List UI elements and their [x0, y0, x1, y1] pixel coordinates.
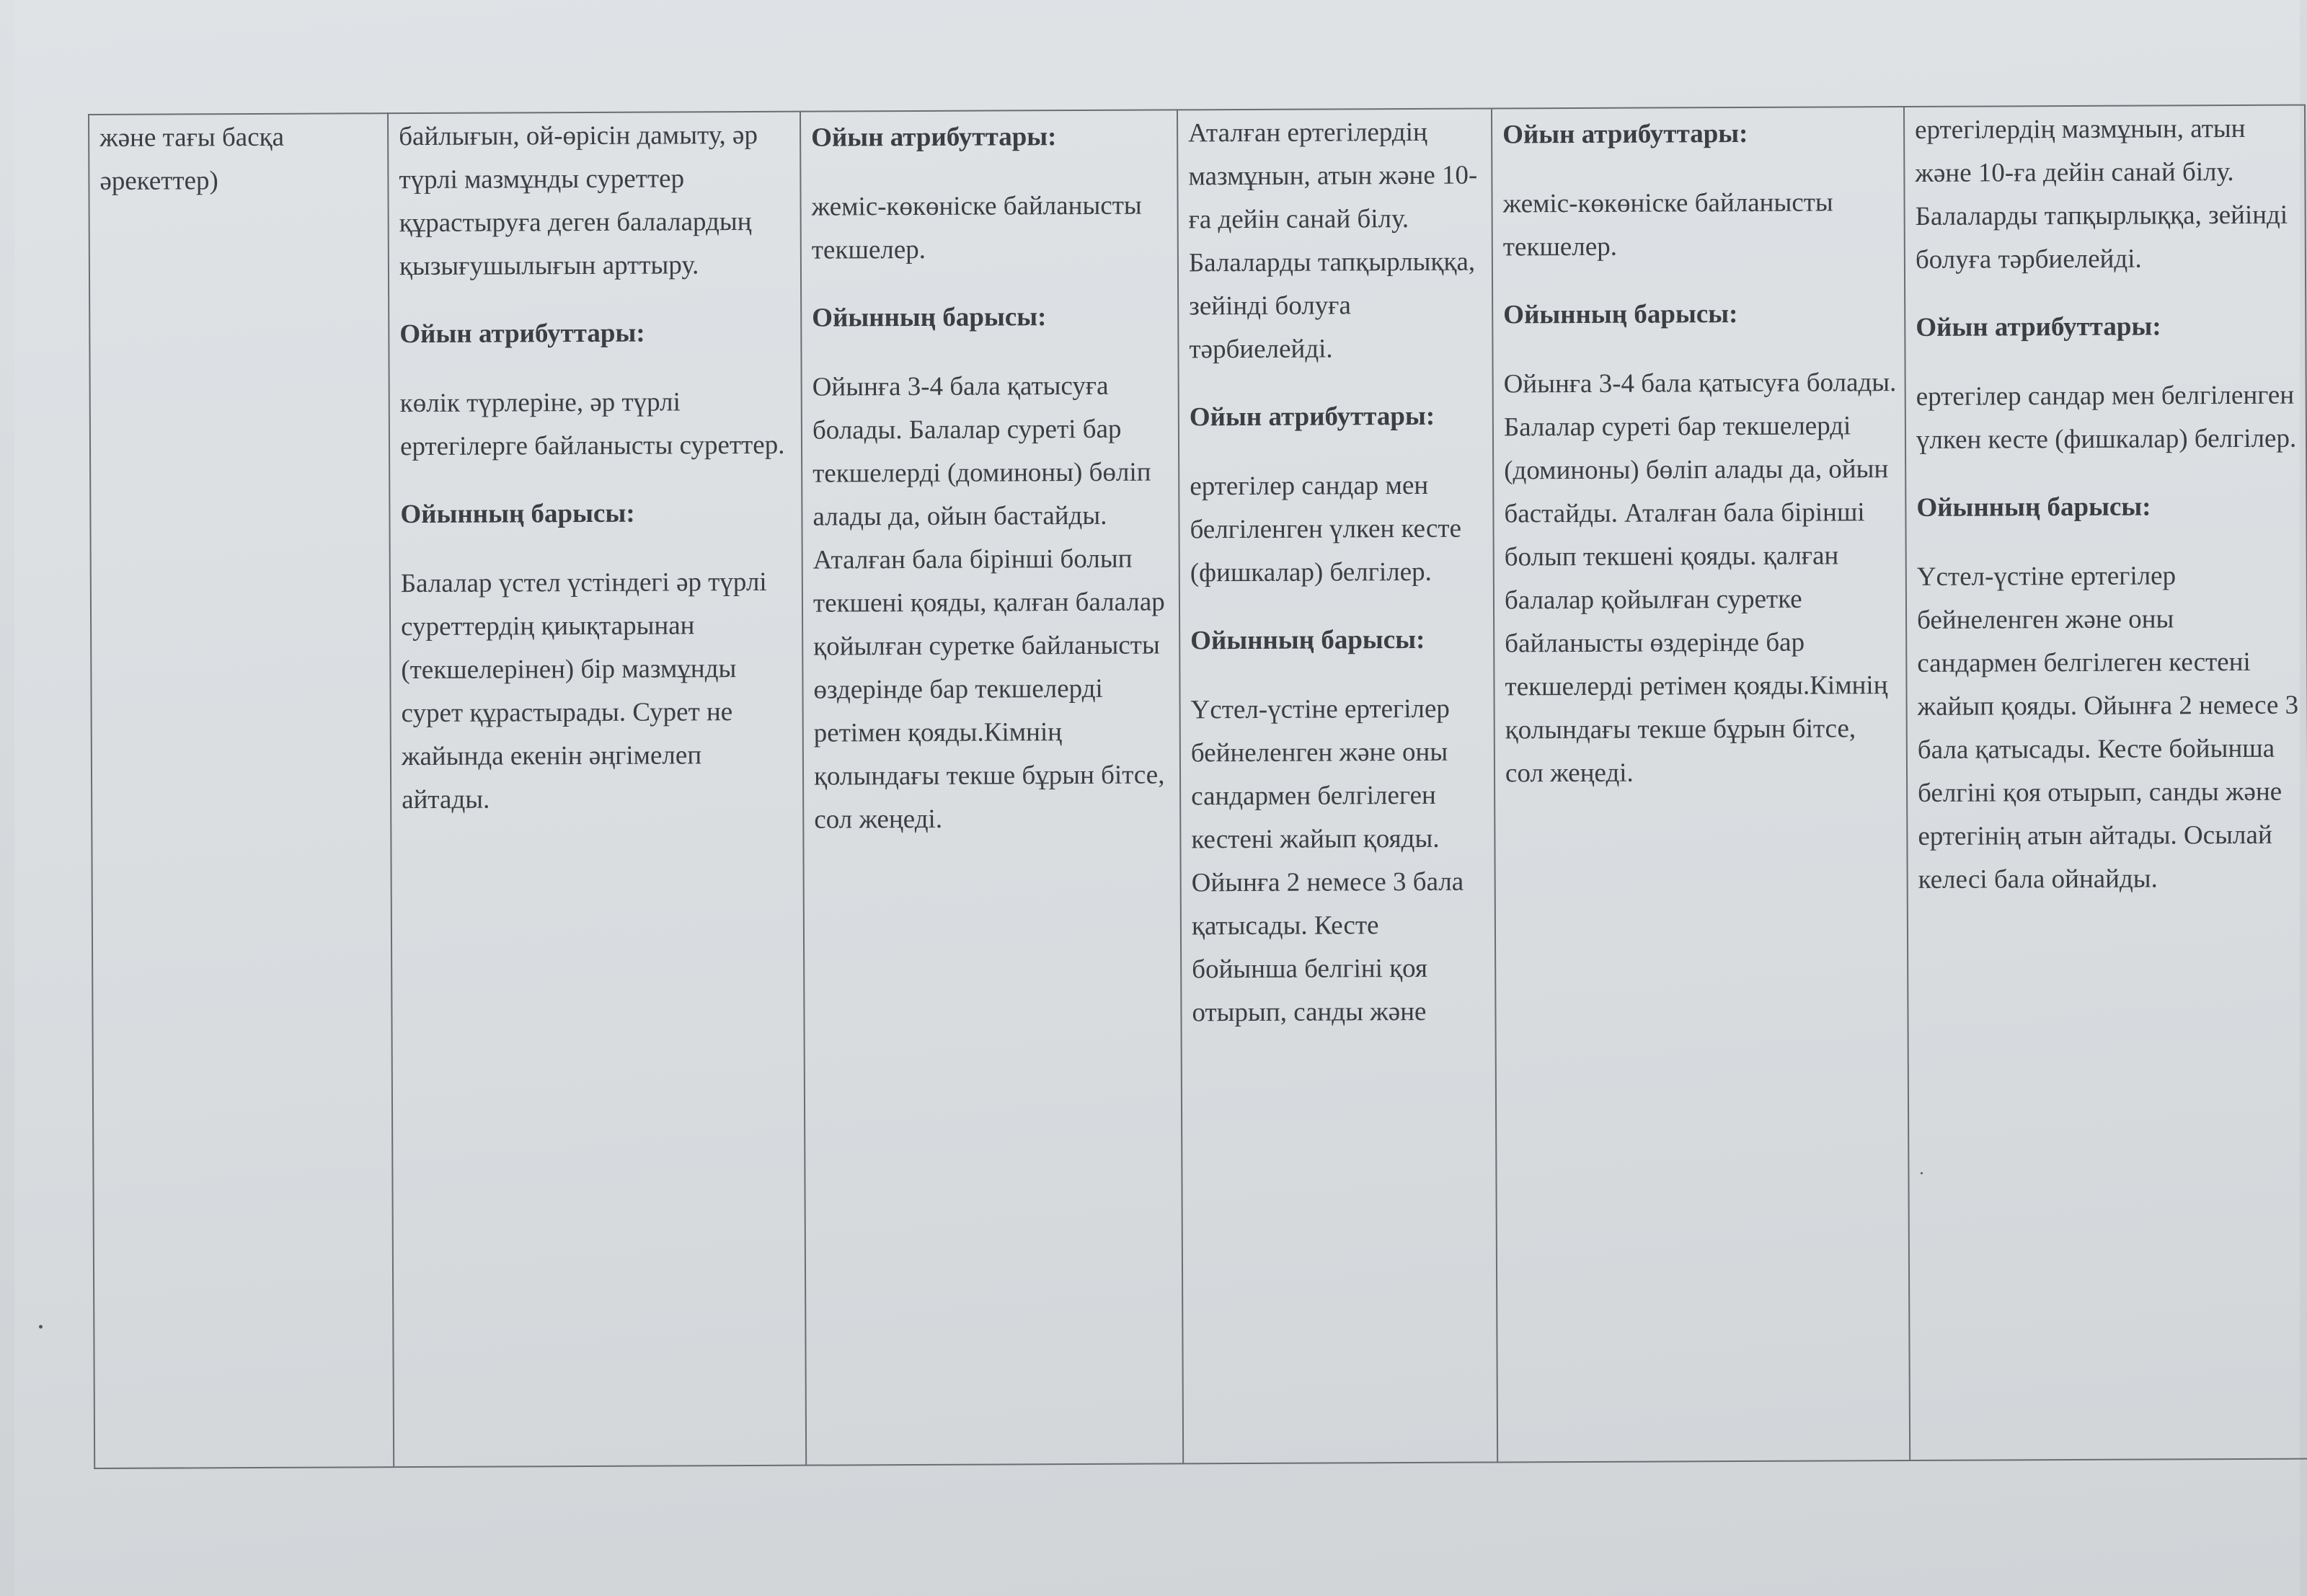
table-cell-game-1 [388, 112, 806, 1467]
paragraph-text: Балалар үстел үстіндегі әр түрлі суреттердің қиықтарынан (текшелерінен) бір мазмұнды сурет құрастырады. Сурет не жайында екенін әңгімелеп айтады. [400, 567, 767, 815]
table-cell-game-4 [1492, 107, 1910, 1462]
table-cell-activity [89, 113, 394, 1468]
paragraph-text: ертегілер сандар мен белгіленген үлкен кесте (фишкалар) белгілер. [1916, 380, 2297, 455]
section-heading: Ойынның барысы: [812, 302, 1047, 333]
paragraph-text: Ойынға 3-4 бала қатысуға болады. Балалар суреті бар текшелерді (доминоны) бөліп алады да, ойын бастайды. Аталған бала бірінші болып текшені қояды, қалған балалар қойылған суретке байланысты өздерінде бар текшелерді ретімен қояды.Кімнің қолындағы текше бұрын бітсе, сол жеңеді. [812, 371, 1165, 835]
paragraph-text: көлік түрлеріне, әр түрлі ертегілерге байланысты суреттер. [399, 387, 785, 462]
section-heading: Ойынның барысы: [400, 498, 635, 530]
paragraph-text: Аталған ертегілердің мазмұнын, атын және 10-ға дейін санай білу. Балаларды тапқырлыққа, зейінді болуға тәрбиелейді. [1188, 117, 1478, 365]
section-heading: Ойынның барысы: [1503, 299, 1738, 330]
paragraph-text: Үстел-үстіне ертегілер бейнеленген және оны сандармен белгілеген кестені жайып қояды. Ойынға 2 немесе 3 бала қатысады. Кесте бойынша белгіні қоя отырып, санды және [1190, 693, 1464, 1028]
section-heading: Ойын атрибуттары: [811, 122, 1057, 153]
paragraph-text: байлығын, ой-өрісін дамыту, әр түрлі мазмұнды суреттер құрастыруға деген балалардың қызығушылығын арттыру. [399, 120, 758, 282]
lesson-plan-table [88, 105, 2307, 1469]
paragraph-text: жеміс-көкөніске байланысты текшелер. [1502, 187, 1833, 262]
paragraph-text: ертегілер сандар мен белгіленген үлкен кесте (фишкалар) белгілер. [1190, 470, 1462, 588]
section-heading: Ойынның барысы: [1190, 624, 1425, 656]
section-heading: Ойын атрибуттары: [399, 318, 645, 350]
table-cell-game-5 [1904, 105, 2307, 1460]
section-heading: Ойынның барысы: [1916, 492, 2151, 523]
paper-speck [39, 1325, 43, 1329]
paragraph-text: ертегілердің мазмұнын, атын және 10-ға дейін санай білу. Балаларды тапқырлыққа, зейінді болуға тәрбиелейді. [1915, 113, 2288, 275]
paragraph-text: жеміс-көкөніске байланысты текшелер. [811, 190, 1142, 265]
table-cell-game-3 [1177, 109, 1497, 1464]
paragraph-text: және тағы басқа әрекеттер) [99, 122, 285, 196]
section-heading: Ойын атрибуттары: [1189, 401, 1435, 433]
table-cell-game-2 [800, 110, 1183, 1465]
paragraph-text: Ойынға 3-4 бала қатысуға болады. Балалар суреті бар текшелерді (доминоны) бөліп алады да, ойын бастайды. Аталған бала бірінші болып текшені қояды. қалған балалар қойылған суретке байланысты өздерінде бар текшелерді ретімен қояды.Кімнің қолындағы текше бұрын бітсе, сол жеңеді. [1503, 368, 1897, 789]
paragraph-text: Үстел-үстіне ертегілер бейнеленген және оны сандармен белгілеген кестені жайып қояды. Ойынға 2 немесе 3 бала қатысады. Кесте бойынша белгіні қоя отырып, санды және ертегінің атын айтады. Осылай келесі бала ойнайды. [1916, 561, 2299, 895]
section-heading: Ойын атрибуттары: [1502, 118, 1748, 150]
section-heading: Ойын атрибуттары: [1916, 311, 2161, 342]
table-row [89, 105, 2307, 1468]
